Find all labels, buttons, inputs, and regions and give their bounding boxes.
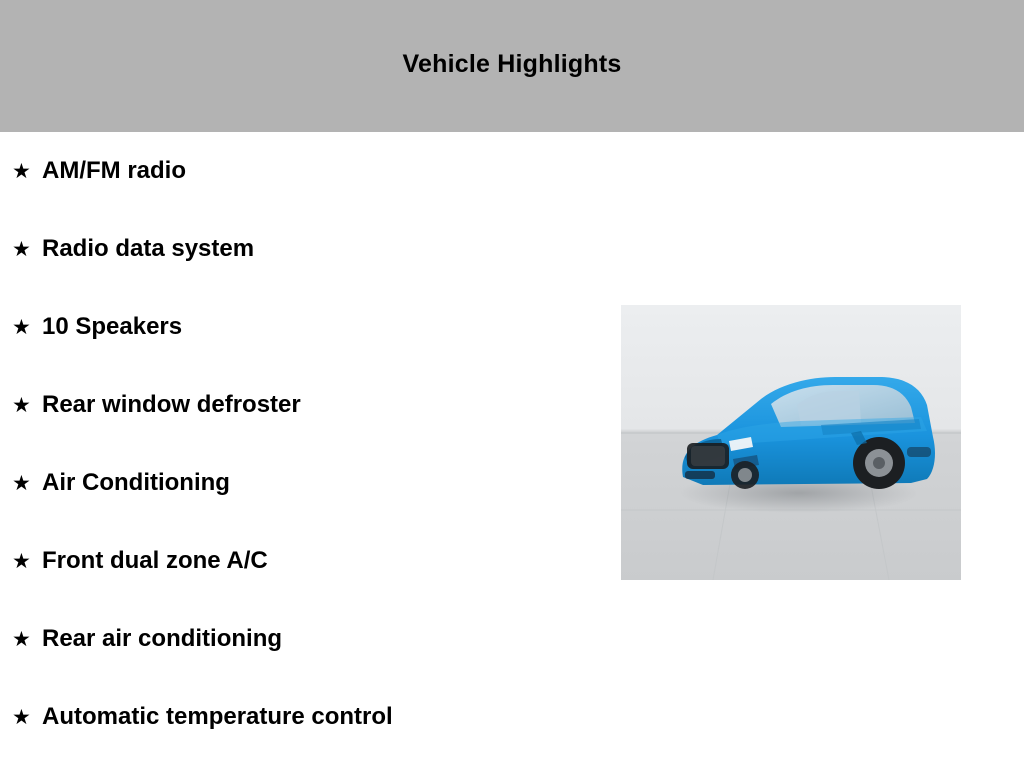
list-item <box>0 132 620 210</box>
star-icon: ★ <box>12 393 31 417</box>
star-icon: ★ <box>12 159 31 183</box>
highlight-label: 10 Speakers <box>42 313 183 340</box>
vehicle-photo <box>621 305 961 580</box>
page-title: Vehicle Highlights <box>402 50 622 78</box>
vehicle-photo-image <box>621 305 961 580</box>
highlight-label: Rear window defroster <box>42 391 301 418</box>
highlight-label: Radio data system <box>42 235 255 262</box>
list-item <box>0 366 620 444</box>
list-item <box>0 600 620 678</box>
list-item <box>0 210 620 288</box>
list-item <box>0 288 620 366</box>
list-item <box>0 444 620 522</box>
highlight-label: AM/FM radio <box>42 157 186 184</box>
list-item <box>0 522 620 600</box>
star-icon: ★ <box>12 237 31 261</box>
highlight-label: Air Conditioning <box>42 469 230 496</box>
header-band <box>0 0 1024 132</box>
highlight-label: Rear air conditioning <box>42 625 283 652</box>
list-item <box>0 678 620 756</box>
star-icon: ★ <box>12 705 31 729</box>
star-icon: ★ <box>12 315 31 339</box>
highlight-label: Automatic temperature control <box>42 703 393 730</box>
star-icon: ★ <box>12 471 31 495</box>
star-icon: ★ <box>12 627 31 651</box>
star-icon: ★ <box>12 549 31 573</box>
highlight-label: Front dual zone A/C <box>42 547 268 574</box>
vehicle-highlights-list <box>0 132 620 756</box>
